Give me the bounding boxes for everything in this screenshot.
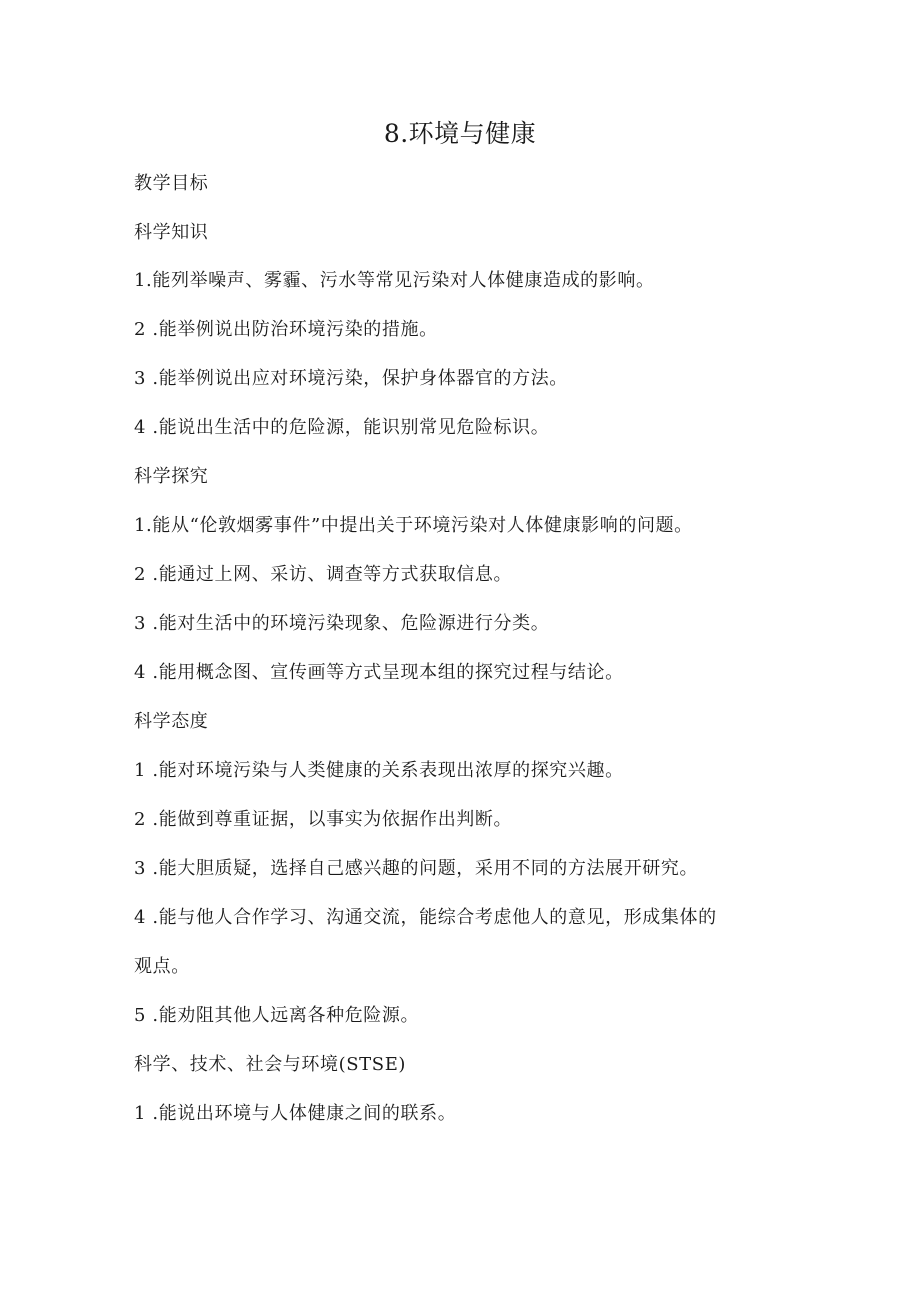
knowledge-item-3: 3 .能举例说出应对环境污染，保护身体器官的方法。 [134, 368, 568, 389]
inquiry-item-4: 4 .能用概念图、宣传画等方式呈现本组的探究过程与结论。 [134, 662, 624, 683]
stse-item-1: 1 .能说出环境与人体健康之间的联系。 [134, 1103, 457, 1124]
section-heading-objectives: 教学目标 [134, 173, 209, 194]
knowledge-item-4: 4 .能说出生活中的危险源，能识别常见危险标识。 [134, 417, 550, 438]
section-heading-knowledge: 科学知识 [134, 222, 209, 243]
attitude-item-1: 1 .能对环境污染与人类健康的关系表现出浓厚的探究兴趣。 [134, 760, 624, 781]
page-title: 8.环境与健康 [383, 119, 537, 148]
section-heading-stse: 科学、技术、社会与环境(STSE) [134, 1054, 407, 1075]
inquiry-item-3: 3 .能对生活中的环境污染现象、危险源进行分类。 [134, 613, 550, 634]
attitude-item-2: 2 .能做到尊重证据，以事实为依据作出判断。 [134, 809, 513, 830]
attitude-item-5: 5 .能劝阻其他人远离各种危险源。 [134, 1005, 420, 1026]
attitude-item-3: 3 .能大胆质疑，选择自己感兴趣的问题，采用不同的方法展开研究。 [134, 858, 699, 879]
attitude-item-4-continued: 观点。 [134, 956, 190, 977]
section-heading-attitude: 科学态度 [134, 711, 209, 732]
section-heading-inquiry: 科学探究 [134, 466, 209, 487]
attitude-item-4: 4 .能与他人合作学习、沟通交流，能综合考虑他人的意见，形成集体的 [134, 907, 717, 928]
knowledge-item-1: 1.能列举噪声、雾霾、污水等常见污染对人体健康造成的影响。 [134, 270, 655, 291]
inquiry-item-2: 2 .能通过上网、采访、调查等方式获取信息。 [134, 564, 513, 585]
inquiry-item-1: 1.能从“伦敦烟雾事件”中提出关于环境污染对人体健康影响的问题。 [134, 515, 693, 536]
knowledge-item-2: 2 .能举例说出防治环境污染的措施。 [134, 319, 438, 340]
